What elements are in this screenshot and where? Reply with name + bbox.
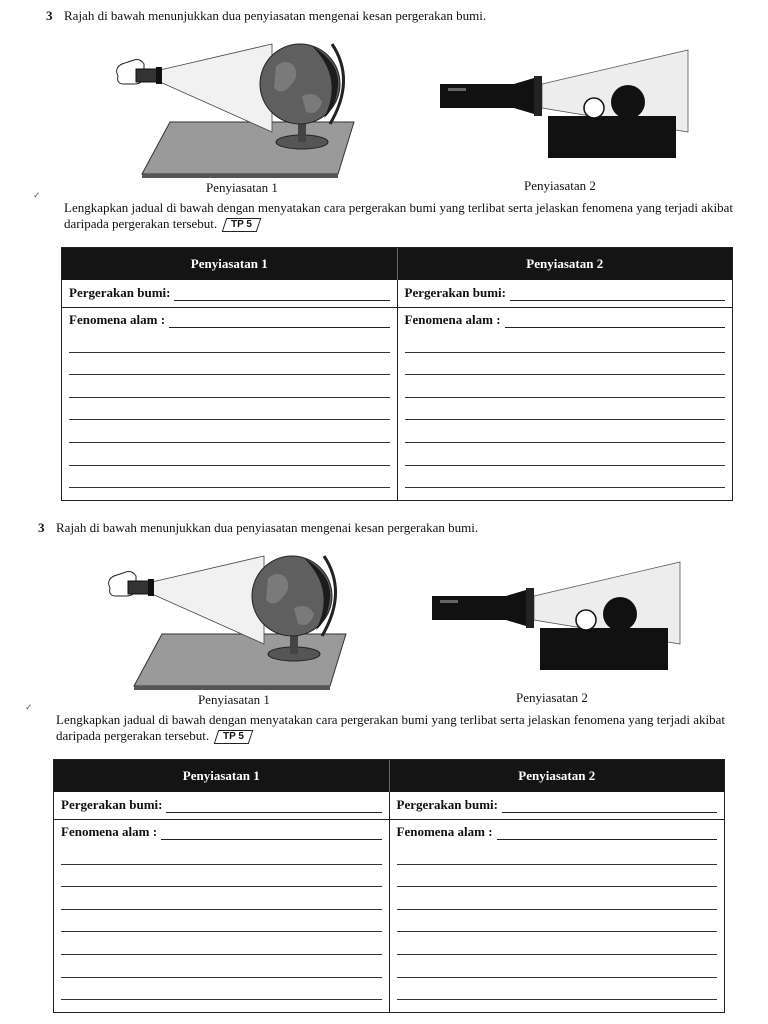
answer-line[interactable]: [397, 842, 718, 865]
box-icon: [540, 628, 668, 670]
question-text: Rajah di bawah menunjukkan dua penyiasatan mengenai kesan pergerakan bumi.: [64, 8, 487, 23]
phenomenon-label: Fenomena alam :: [404, 312, 501, 327]
answer-line[interactable]: [397, 932, 718, 955]
answer-line[interactable]: [397, 955, 718, 978]
movement-label: Pergerakan bumi:: [396, 797, 498, 812]
torch-icon: [136, 69, 158, 82]
question-number: 3: [46, 8, 53, 23]
answer-line[interactable]: [61, 932, 382, 955]
answer-line[interactable]: [69, 330, 390, 353]
movement-label: Pergerakan bumi:: [61, 797, 163, 812]
answer-line[interactable]: [397, 978, 718, 1001]
phenomenon-row: [54, 820, 389, 842]
table-header: [62, 248, 732, 280]
light-beam: [152, 556, 264, 644]
phenomenon-row: [390, 820, 725, 842]
table-body: [54, 792, 724, 1012]
phenomenon-answer-line[interactable]: [169, 313, 389, 328]
light-beam: [160, 44, 272, 132]
header-penyiasatan-1: Penyiasatan 1: [54, 760, 390, 792]
phenomenon-label: Fenomena alam :: [61, 824, 158, 839]
answer-column-1: [62, 280, 398, 500]
answer-line[interactable]: [69, 375, 390, 398]
movement-answer-line[interactable]: [510, 286, 725, 301]
answer-line[interactable]: [61, 955, 382, 978]
movement-answer-line[interactable]: [174, 286, 389, 301]
answer-column-2: [398, 280, 733, 500]
investigation-1-illustration: [112, 36, 362, 178]
answer-line[interactable]: [405, 330, 726, 353]
figure-caption-1: Penyiasatan 1: [198, 692, 270, 707]
small-ball-icon: [584, 98, 604, 118]
answer-line[interactable]: [397, 887, 718, 910]
answer-line[interactable]: [69, 443, 390, 466]
answer-line[interactable]: [61, 865, 382, 888]
answer-line[interactable]: [405, 443, 726, 466]
answer-line[interactable]: [69, 420, 390, 443]
torch-icon: [432, 588, 534, 628]
torch-icon: [440, 76, 542, 116]
phenomenon-answer-line[interactable]: [497, 825, 717, 840]
answer-line[interactable]: [69, 398, 390, 421]
movement-label: Pergerakan bumi:: [404, 285, 506, 300]
phenomenon-answer-line[interactable]: [505, 313, 725, 328]
table-icon: [142, 122, 354, 174]
investigation-2-illustration: [430, 556, 682, 674]
question-block-2: [0, 512, 760, 1022]
movement-row: [390, 792, 725, 820]
header-penyiasatan-2: Penyiasatan 2: [526, 256, 604, 271]
figure-caption-2: Penyiasatan 2: [524, 178, 596, 193]
movement-row: [398, 280, 733, 308]
phenomenon-label: Fenomena alam :: [69, 312, 166, 327]
answer-lines: [54, 842, 389, 1000]
figure-caption-1: Penyiasatan 1: [206, 180, 278, 195]
phenomenon-row: [398, 308, 733, 330]
phenomenon-label: Fenomena alam :: [396, 824, 493, 839]
small-ball-icon: [576, 610, 596, 630]
answer-line[interactable]: [69, 466, 390, 489]
answer-line[interactable]: [405, 353, 726, 376]
movement-row: [62, 280, 397, 308]
torch-icon: [128, 581, 150, 594]
answer-line[interactable]: [61, 978, 382, 1001]
answer-column-2: [390, 792, 725, 1012]
ball-icon: [603, 597, 637, 631]
phenomenon-row: [62, 308, 397, 330]
instruction-text: [56, 712, 736, 744]
answer-line[interactable]: [61, 887, 382, 910]
phenomenon-answer-line[interactable]: [161, 825, 381, 840]
header-penyiasatan-1: Penyiasatan 1: [62, 248, 398, 280]
instruction-body: Lengkapkan jadual di bawah dengan menyatakan cara pergerakan bumi yang terlibat serta jelaskan fenomena yang terjadi akibat daripada pergerakan tersebut.: [64, 200, 733, 231]
investigation-1-illustration: [104, 548, 354, 690]
check-mark-icon: ✓: [33, 190, 41, 200]
answer-line[interactable]: [405, 398, 726, 421]
check-mark-icon: ✓: [25, 702, 33, 712]
question-block-1: [0, 0, 768, 510]
table-header: [54, 760, 724, 792]
table-body: [62, 280, 732, 500]
movement-row: [54, 792, 389, 820]
answer-line[interactable]: [405, 375, 726, 398]
table-icon: [134, 634, 346, 686]
instruction-text: [64, 200, 744, 232]
answer-line[interactable]: [69, 353, 390, 376]
answer-table: [61, 247, 733, 501]
question-number: 3: [38, 520, 45, 535]
tp-level-badge: TP 5: [214, 730, 253, 744]
movement-label: Pergerakan bumi:: [69, 285, 171, 300]
answer-line[interactable]: [61, 842, 382, 865]
answer-lines: [390, 842, 725, 1000]
box-icon: [548, 116, 676, 158]
answer-line[interactable]: [405, 466, 726, 489]
answer-lines: [398, 330, 733, 488]
answer-column-1: [54, 792, 390, 1012]
question-text: Rajah di bawah menunjukkan dua penyiasatan mengenai kesan pergerakan bumi.: [56, 520, 479, 535]
investigation-2-illustration: [438, 44, 690, 162]
tp-level-badge: TP 5: [222, 218, 261, 232]
answer-table: [53, 759, 725, 1013]
answer-line[interactable]: [397, 910, 718, 933]
header-penyiasatan-2: Penyiasatan 2: [518, 768, 596, 783]
instruction-body: Lengkapkan jadual di bawah dengan menyatakan cara pergerakan bumi yang terlibat serta jelaskan fenomena yang terjadi akibat daripada pergerakan tersebut.: [56, 712, 725, 743]
answer-line[interactable]: [405, 420, 726, 443]
answer-lines: [62, 330, 397, 488]
answer-line[interactable]: [397, 865, 718, 888]
movement-answer-line[interactable]: [166, 798, 381, 813]
movement-answer-line[interactable]: [502, 798, 717, 813]
ball-icon: [611, 85, 645, 119]
figure-caption-2: Penyiasatan 2: [516, 690, 588, 705]
answer-line[interactable]: [61, 910, 382, 933]
